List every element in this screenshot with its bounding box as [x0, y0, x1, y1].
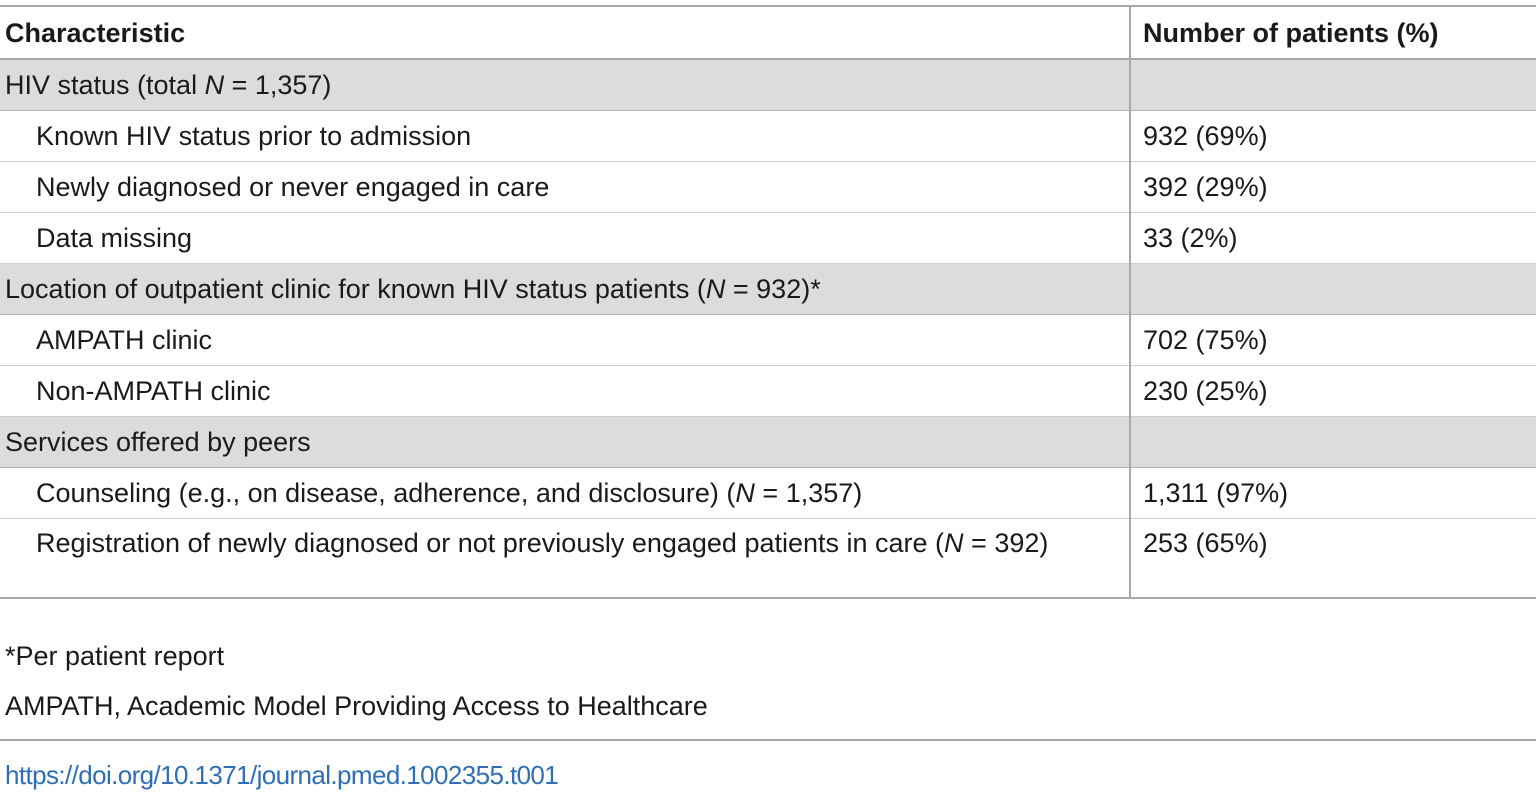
row-value: 230 (25%) — [1130, 365, 1536, 416]
row-label: Non-AMPATH clinic — [0, 365, 1130, 416]
row-label: AMPATH clinic — [0, 314, 1130, 365]
table-row — [0, 314, 1536, 365]
footnote: AMPATH, Academic Model Providing Access to Healthcare — [5, 691, 708, 721]
table-row — [0, 467, 1536, 518]
row-label: Known HIV status prior to admission — [0, 110, 1130, 161]
row-value: 33 (2%) — [1130, 212, 1536, 263]
section-title: Location of outpatient clinic for known HIV status patients (N = 932)* — [0, 263, 1130, 314]
section-value-empty — [1130, 416, 1536, 467]
table-footnotes — [5, 640, 708, 740]
row-value: 392 (29%) — [1130, 161, 1536, 212]
section-value-empty — [1130, 263, 1536, 314]
row-value: 702 (75%) — [1130, 314, 1536, 365]
footnote: *Per patient report — [5, 641, 225, 671]
header-number-of-patients: Number of patients (%) — [1130, 6, 1536, 59]
table-row — [0, 212, 1536, 263]
row-value: 932 (69%) — [1130, 110, 1536, 161]
table-row — [0, 365, 1536, 416]
table-row — [0, 110, 1536, 161]
section-row-clinic-location — [0, 263, 1536, 314]
row-value: 253 (65%) — [1130, 518, 1536, 598]
header-characteristic: Characteristic — [0, 6, 1130, 59]
row-value: 1,311 (97%) — [1130, 467, 1536, 518]
table-header-row — [0, 6, 1536, 59]
table-row — [0, 161, 1536, 212]
section-title: Services offered by peers — [0, 416, 1130, 467]
row-label: Counseling (e.g., on disease, adherence, and disclosure) (N = 1,357) — [0, 467, 1130, 518]
section-title: HIV status (total N = 1,357) — [0, 59, 1130, 110]
section-row-peer-services — [0, 416, 1536, 467]
patient-characteristics-table — [0, 5, 1536, 599]
row-label: Newly diagnosed or never engaged in care — [0, 161, 1130, 212]
doi-link[interactable]: https://doi.org/10.1371/journal.pmed.1002355.t001 — [5, 760, 559, 790]
divider — [0, 739, 1536, 741]
row-label: Data missing — [0, 212, 1130, 263]
table-row — [0, 518, 1536, 598]
row-label: Registration of newly diagnosed or not previously engaged patients in care (N = 392) — [0, 518, 1130, 598]
section-row-hiv-status — [0, 59, 1536, 110]
section-value-empty — [1130, 59, 1536, 110]
